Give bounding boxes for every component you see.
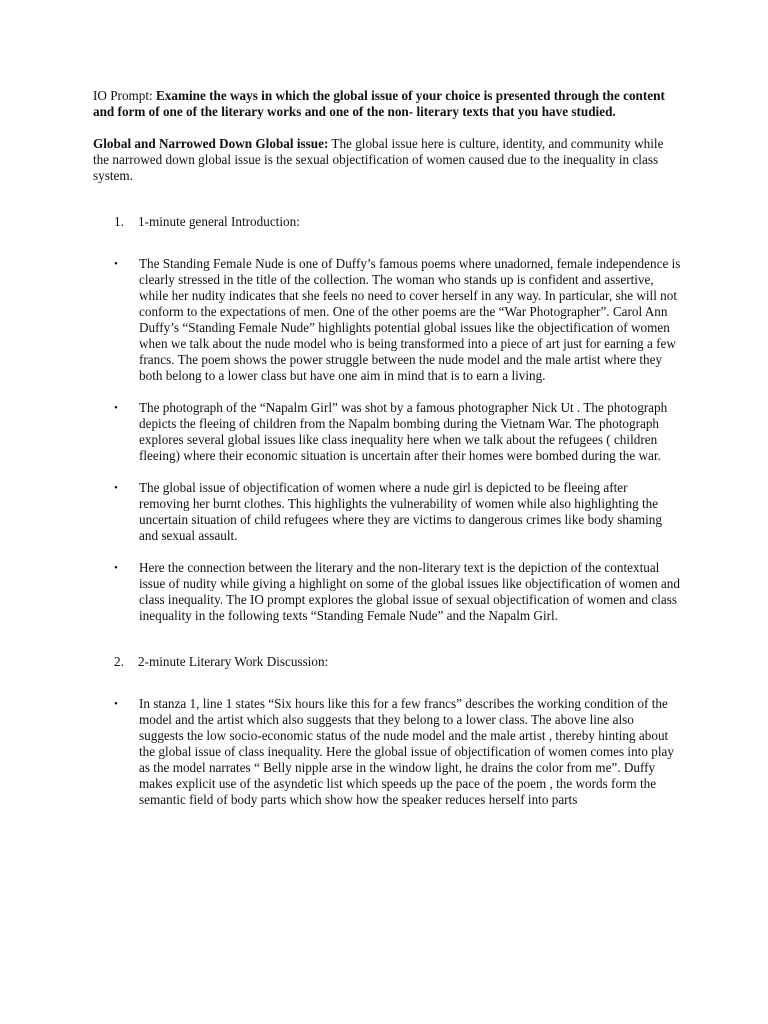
section-heading-literary-discussion: [93, 654, 681, 670]
bullet-icon: •: [114, 258, 118, 270]
section-title: 1-minute general Introduction:: [138, 214, 300, 229]
list-item: [93, 696, 681, 808]
io-prompt-text: Examine the ways in which the global issue of your choice is presented through the content and form of one of the literary works and one of the non- literary texts that you have studied.: [93, 88, 665, 119]
bullet-text: In stanza 1, line 1 states “Six hours like this for a few francs” describes the working condition of the model and the artist which also suggests that they belong to a lower class. The above line also suggests the low socio-economic status of the nude model and the male artist , thereby hinting about the global issue of class inequality. Here the global issue of objectification of women comes into play as the model narrates “ Belly nipple arse in the window light, he drains the color from me”. Duffy makes explicit use of the asyndetic list which speeds up the pace of the poem , the words form the semantic field of body parts which show how the speaker reduces herself into parts: [139, 696, 674, 807]
io-prompt-label: IO Prompt:: [93, 88, 157, 103]
bullet-icon: •: [114, 402, 118, 414]
bullet-text: The global issue of objectification of women where a nude girl is depicted to be fleeing after removing her burnt clothes. This highlights the vulnerability of women while also highlighting the uncertain situation of child refugees where they are victims to dangerous crimes like body shaming and sexual assault.: [139, 480, 662, 543]
bullet-icon: •: [114, 482, 118, 494]
document-page: [93, 88, 681, 824]
bullet-icon: •: [114, 562, 118, 574]
section-number: 2.: [114, 654, 124, 669]
section-heading-introduction: [93, 214, 681, 230]
io-prompt: [93, 88, 681, 120]
global-issue-label: Global and Narrowed Down Global issue:: [93, 136, 329, 151]
bullet-text: The Standing Female Nude is one of Duffy’s famous poems where unadorned, female independence is clearly stressed in the title of the collection. The woman who stands up is confident and assertive, while her nudity indicates that she feels no need to cover herself in any way. In particular, she will not conform to the expectations of men. One of the other poems are the “War Photographer”. Carol Ann Duffy’s “Standing Female Nude” highlights potential global issues like the objectification of women when we talk about the nude model who is being transformed into a piece of art just for earning a few francs. The poem shows the power struggle between the nude model and the male artist where they both belong to a lower class but have one aim in mind that is to earn a living.: [139, 256, 681, 383]
bullet-text: Here the connection between the literary and the non-literary text is the depiction of the contextual issue of nudity while giving a highlight on some of the global issues like objectification of women and class inequality. The IO prompt explores the global issue of sexual objectification of women and class inequality in the following texts “Standing Female Nude” and the Napalm Girl.: [139, 560, 680, 623]
section-number: 1.: [114, 214, 124, 229]
global-issue-paragraph: [93, 136, 681, 184]
section-title: 2-minute Literary Work Discussion:: [138, 654, 329, 669]
global-issue-text: The global issue here is culture, identity, and community while the narrowed down global issue is the sexual objectification of women caused due to the inequality in class system.: [93, 136, 664, 183]
bullet-icon: •: [114, 698, 118, 710]
list-item: [93, 480, 681, 544]
list-item: [93, 256, 681, 384]
section-spacer: [93, 640, 681, 654]
bullet-text: The photograph of the “Napalm Girl” was shot by a famous photographer Nick Ut . The photograph depicts the fleeing of children from the Napalm bombing during the Vietnam War. The photograph explores several global issues like class inequality here when we talk about the refugees ( children fleeing) where their economic situation is uncertain after their homes were bombed during the war.: [139, 400, 668, 463]
list-item: [93, 560, 681, 624]
list-item: [93, 400, 681, 464]
